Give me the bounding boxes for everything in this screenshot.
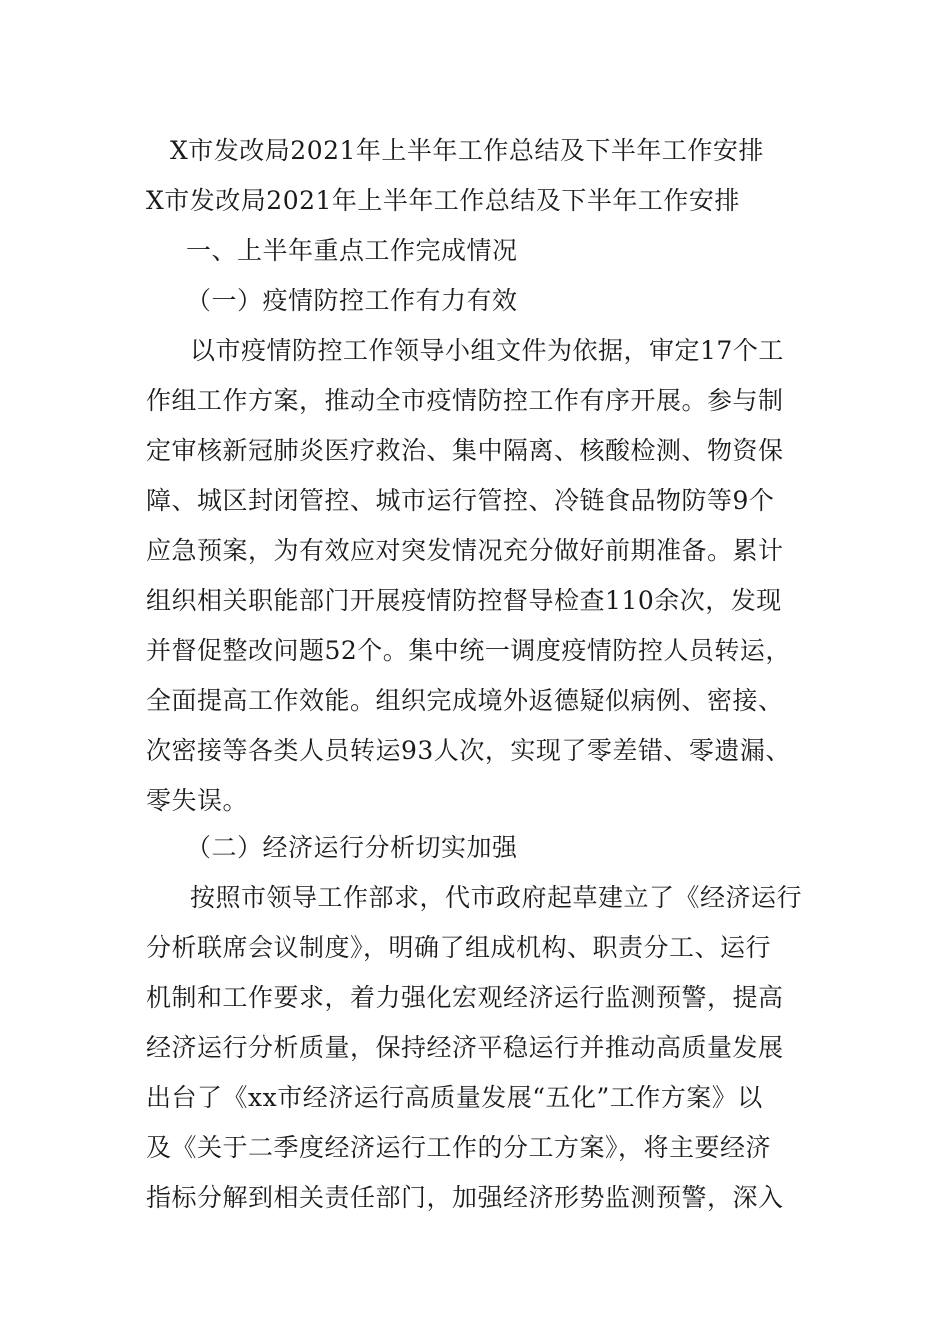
- paragraph-line: 及《关于二季度经济运行工作的分工方案》，将主要经济: [146, 1133, 772, 1162]
- paragraph-line: 全面提高工作效能。组织完成境外返德疑似病例、密接、: [146, 686, 784, 715]
- paragraph-line: 定审核新冠肺炎医疗救治、集中隔离、核酸检测、物资保: [146, 436, 784, 465]
- paragraph-line: 次密接等各类人员转运93人次，实现了零差错、零遗漏、: [146, 736, 791, 765]
- section-heading-1: [186, 226, 850, 276]
- subsection-heading-text: （一）疫情防控工作有力有效: [186, 286, 518, 315]
- paragraph-line: 障、城区封闭管控、城市运行管控、冷链食品物防等9个: [146, 486, 775, 515]
- paragraph-economic-analysis: [146, 873, 810, 1223]
- paragraph-line: 经济运行分析质量，保持经济平稳运行并推动高质量发展: [146, 1033, 784, 1062]
- subsection-heading-2: [186, 823, 850, 873]
- paragraph-line: 按照市领导工作部求，代市政府起草建立了《经济运行: [190, 883, 803, 912]
- paragraph-line: 应急预案，为有效应对突发情况充分做好前期准备。累计: [146, 536, 784, 565]
- section-heading-text: 一、上半年重点工作完成情况: [186, 236, 518, 265]
- title-text: X市发改局2021年上半年工作总结及下半年工作安排: [170, 136, 764, 165]
- paragraph-line: 作组工作方案，推动全市疫情防控工作有序开展。参与制: [146, 386, 784, 415]
- document-title-line-1: [170, 126, 834, 176]
- paragraph-line: 并督促整改问题52个。集中统一调度疫情防控人员转运，: [146, 636, 791, 665]
- subsection-heading-text: （二）经济运行分析切实加强: [186, 833, 518, 862]
- title-text: X市发改局2021年上半年工作总结及下半年工作安排: [146, 186, 740, 215]
- paragraph-line: 零失误。: [146, 786, 249, 815]
- document-title-line-2: [146, 176, 810, 226]
- subsection-heading-1: [186, 276, 850, 326]
- paragraph-line: 组织相关职能部门开展疫情防控督导检查110余次，发现: [146, 586, 782, 615]
- paragraph-line: 指标分解到相关责任部门，加强经济形势监测预警，深入: [146, 1183, 784, 1212]
- paragraph-line: 出台了《xx市经济运行高质量发展“五化”工作方案》以: [146, 1083, 763, 1112]
- paragraph-line: 以市疫情防控工作领导小组文件为依据，审定17个工: [190, 336, 784, 365]
- paragraph-epidemic-prevention: [146, 326, 810, 826]
- paragraph-line: 机制和工作要求，着力强化宏观经济运行监测预警，提高: [146, 983, 784, 1012]
- paragraph-line: 分析联席会议制度》，明确了组成机构、职责分工、运行: [146, 933, 772, 962]
